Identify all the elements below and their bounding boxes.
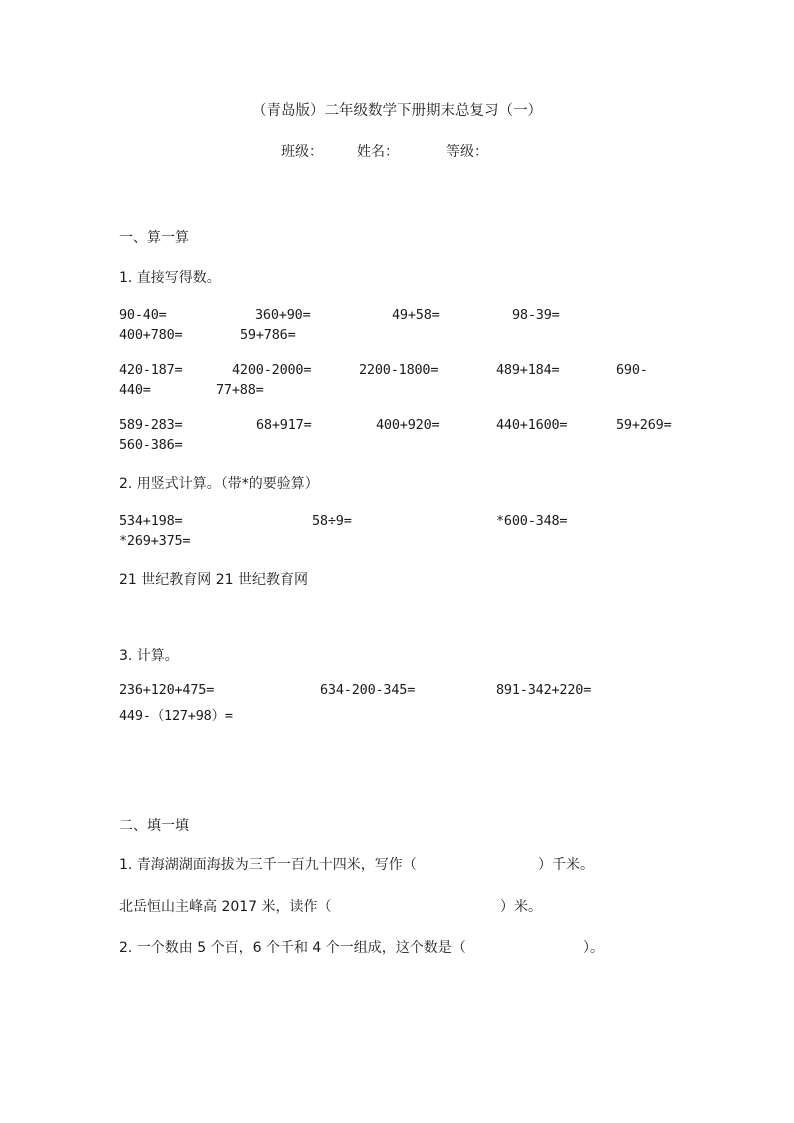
question-3-label: 3. 计算。	[119, 648, 179, 664]
section-heading-calculate: 一、算一算	[119, 230, 189, 246]
problem: 4200-2000=	[232, 362, 312, 378]
problem: 449-（127+98）=	[119, 708, 233, 724]
problem: 49+58=	[392, 307, 440, 323]
fill-question-1b-prefix: 北岳恒山主峰高 2017 米，读作（	[119, 899, 332, 915]
watermark-text: 21 世纪教育网 21 世纪教育网	[119, 572, 308, 588]
problem: 589-283=	[119, 417, 183, 433]
problem: 236+120+475=	[119, 682, 215, 698]
problem: 59+269=	[616, 417, 672, 433]
problem: 634-200-345=	[320, 682, 416, 698]
problem: 690-	[616, 362, 648, 378]
class-label: 班级：	[281, 144, 323, 160]
problem: 891-342+220=	[496, 682, 592, 698]
problem: 400+780=	[119, 327, 183, 343]
problem: 489+184=	[496, 362, 560, 378]
page-title: （青岛版）二年级数学下册期末总复习（一）	[252, 103, 542, 119]
problem: 68+917=	[256, 417, 312, 433]
problem: 90-40=	[119, 307, 167, 323]
problem: 560-386=	[119, 437, 183, 453]
problem: 59+786=	[240, 327, 296, 343]
problem: 440+1600=	[496, 417, 568, 433]
fill-question-1-suffix: ）千米。	[538, 857, 594, 873]
problem: 360+90=	[255, 307, 311, 323]
problem: 2200-1800=	[359, 362, 439, 378]
problem: 440=	[119, 382, 151, 398]
problem: 58÷9=	[312, 513, 352, 529]
problem: 534+198=	[119, 513, 183, 529]
problem: 98-39=	[512, 307, 560, 323]
name-label: 姓名：	[357, 144, 399, 160]
problem: 77+88=	[216, 382, 264, 398]
grade-label: 等级：	[446, 144, 488, 160]
fill-question-2-prefix: 2. 一个数由 5 个百，6 个千和 4 个一组成，这个数是（	[119, 940, 466, 956]
question-2-label: 2. 用竖式计算。（带*的要验算）	[119, 476, 319, 492]
problem: 420-187=	[119, 362, 183, 378]
fill-question-1-prefix: 1. 青海湖湖面海拔为三千一百九十四米，写作（	[119, 857, 417, 873]
problem: 400+920=	[376, 417, 440, 433]
section-heading-fill: 二、填一填	[119, 818, 189, 834]
fill-question-1b-suffix: ）米。	[500, 899, 542, 915]
problem: *269+375=	[119, 533, 191, 549]
question-1-label: 1. 直接写得数。	[119, 270, 221, 286]
fill-question-2-suffix: ）。	[583, 940, 604, 956]
problem: *600-348=	[496, 513, 568, 529]
